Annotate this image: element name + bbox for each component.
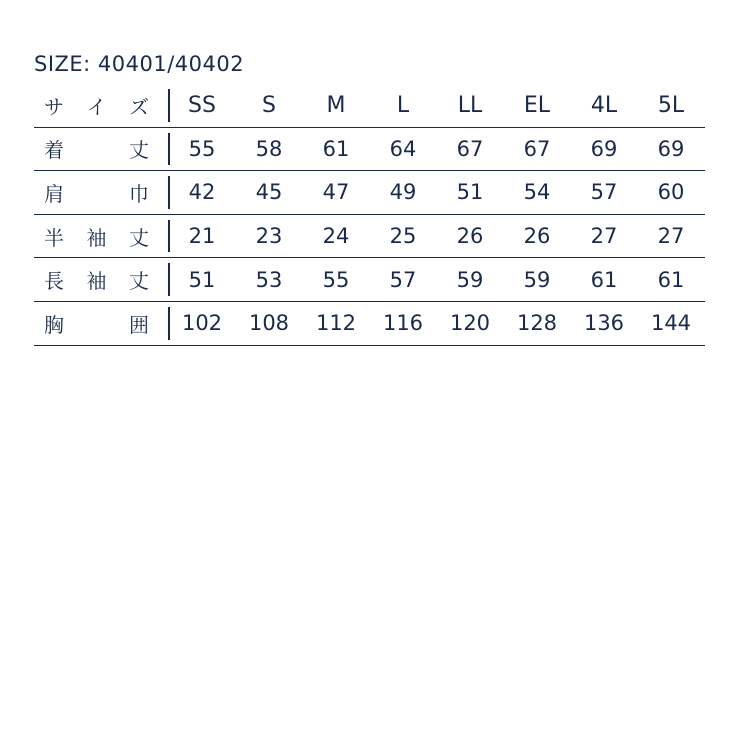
table-cell: 136: [583, 311, 625, 336]
row-label-char: 胸: [44, 312, 64, 337]
size-header-l: L: [396, 92, 410, 118]
table-cell: 67: [523, 136, 551, 161]
row-label-char: 肩: [44, 181, 64, 206]
table-cell: 108: [248, 311, 290, 336]
table-cell: 27: [657, 224, 685, 249]
table-cell: 144: [650, 311, 692, 336]
table-cell: 55: [322, 267, 350, 292]
size-chart-title: SIZE: 40401/40402: [34, 52, 245, 76]
table-cell: 45: [255, 180, 283, 205]
row-label-char: 着: [44, 138, 64, 163]
table-cell: 120: [449, 311, 491, 336]
size-table: [34, 84, 705, 346]
table-cell: 61: [590, 267, 618, 292]
row-label: [34, 128, 167, 171]
table-cell: 112: [315, 311, 357, 336]
table-cell: 54: [523, 180, 551, 205]
row-label: [34, 215, 167, 258]
header-label-char: サ: [44, 94, 64, 119]
table-cell: 59: [523, 267, 551, 292]
table-cell: 60: [657, 180, 685, 205]
size-header-5l: 5L: [657, 92, 685, 118]
table-cell: 64: [389, 136, 417, 161]
table-cell: 26: [523, 224, 551, 249]
table-cell: 23: [255, 224, 283, 249]
table-cell: 58: [255, 136, 283, 161]
size-header-4l: 4L: [590, 92, 618, 118]
table-cell: 102: [181, 311, 223, 336]
table-cell: 67: [456, 136, 484, 161]
size-header-ss: SS: [188, 92, 216, 118]
table-cell: 49: [389, 180, 417, 205]
row-label-char: 囲: [129, 312, 149, 337]
table-row-short-sleeve-length: [34, 215, 705, 259]
table-cell: 27: [590, 224, 618, 249]
table-cell: 69: [657, 136, 685, 161]
table-row-body-length: [34, 128, 705, 172]
row-label-char: 長: [44, 269, 64, 294]
row-label-char: 半: [44, 225, 64, 250]
table-cell: 24: [322, 224, 350, 249]
row-label-char: 丈: [129, 138, 149, 163]
table-cell: 57: [590, 180, 618, 205]
size-header-el: EL: [523, 92, 551, 118]
table-row-long-sleeve-length: [34, 258, 705, 302]
row-label-char: 丈: [129, 225, 149, 250]
size-header-m: M: [326, 92, 346, 118]
row-label-char: 丈: [129, 269, 149, 294]
table-cell: 128: [516, 311, 558, 336]
table-cell: 61: [322, 136, 350, 161]
table-cell: 25: [389, 224, 417, 249]
table-cell: 21: [188, 224, 216, 249]
table-cell: 69: [590, 136, 618, 161]
table-cell: 51: [456, 180, 484, 205]
table-cell: 51: [188, 267, 216, 292]
row-label-char: 巾: [129, 181, 149, 206]
table-cell: 42: [188, 180, 216, 205]
header-label-char: ズ: [129, 94, 149, 119]
table-cell: 47: [322, 180, 350, 205]
row-label-char: 袖: [86, 269, 107, 294]
row-label: [34, 171, 167, 214]
table-row-shoulder-width: [34, 171, 705, 215]
table-cell: 57: [389, 267, 417, 292]
table-cell: 55: [188, 136, 216, 161]
table-header-row: [34, 84, 705, 128]
table-cell: 116: [382, 311, 424, 336]
row-label: [34, 302, 167, 345]
table-cell: 53: [255, 267, 283, 292]
size-header-ll: LL: [457, 92, 483, 118]
row-label-char: 袖: [86, 225, 107, 250]
table-cell: 26: [456, 224, 484, 249]
header-label: [34, 84, 167, 127]
table-cell: 61: [657, 267, 685, 292]
size-header-s: S: [262, 92, 276, 118]
table-cell: 59: [456, 267, 484, 292]
row-label: [34, 258, 167, 301]
table-row-chest: [34, 302, 705, 346]
header-label-char: イ: [86, 94, 107, 119]
